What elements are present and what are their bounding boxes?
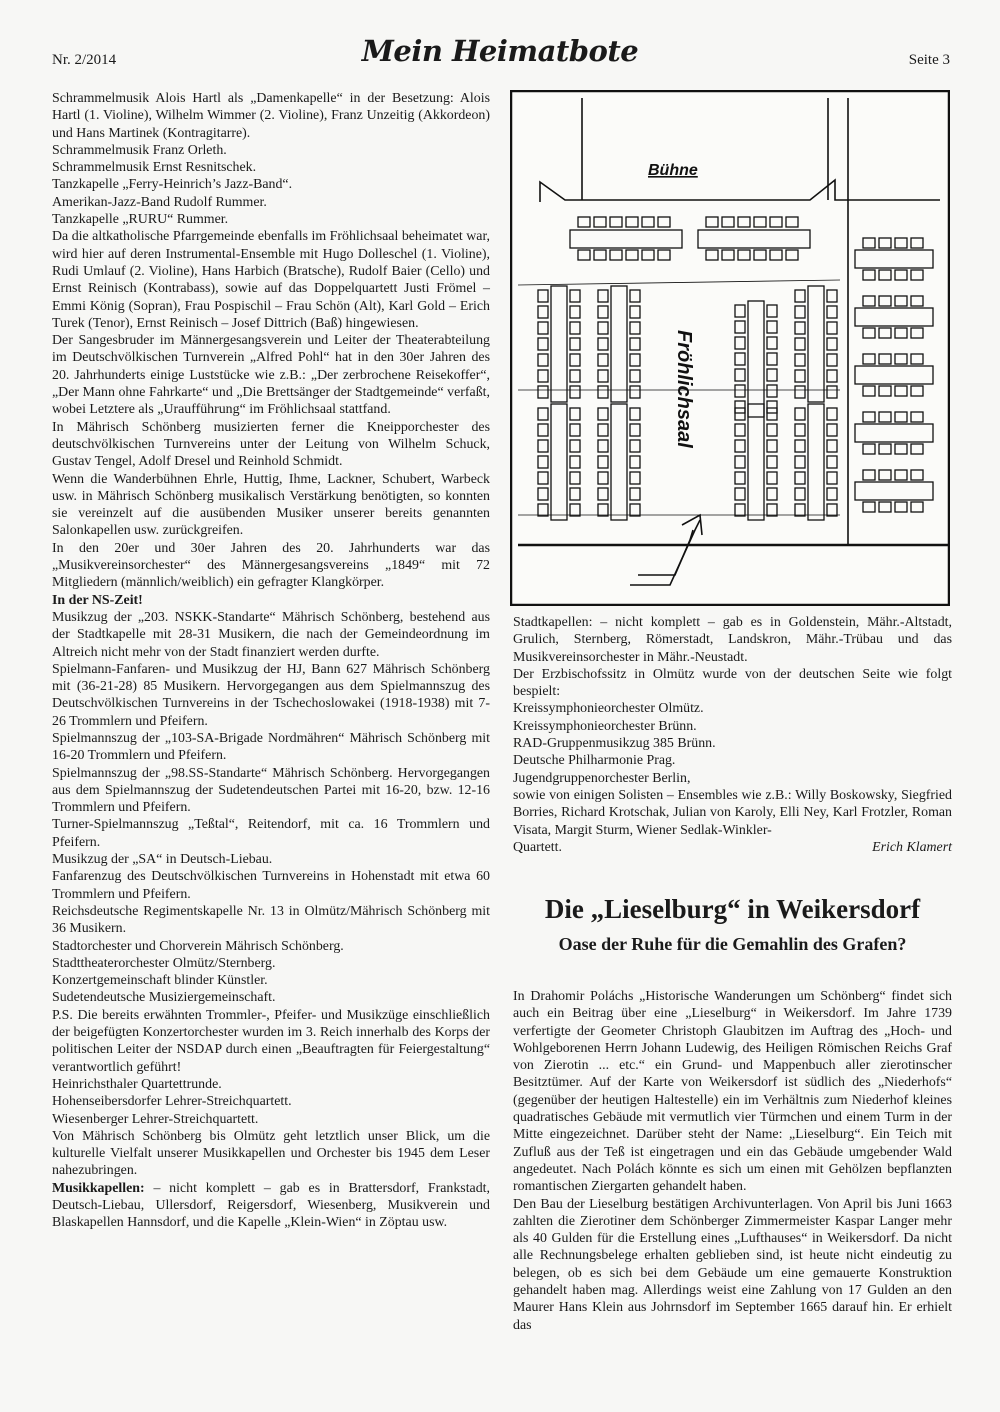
paragraph: Musikzug der „203. NSKK-Standarte“ Mährisch Schönberg, bestehend aus der Stadtkapelle mit 28-31 Musikern, die nach der Gemeindeordnung im Altreich nicht mehr von der Stadt finanziert werden durfte. [52, 609, 490, 660]
issue-number: Nr. 2/2014 [52, 52, 117, 68]
paragraph: Heinrichsthaler Quartettrunde. [52, 1076, 222, 1092]
paragraph: Musikzug der „SA“ in Deutsch-Liebau. [52, 852, 273, 868]
paragraph: Jugendgruppenorchester Berlin, [513, 770, 691, 786]
paragraph: Der Sangesbruder im Männergesangsverein und Leiter der Theaterabteilung im Deutschvölkischen Turnverein „Alfred Pohl“ hat in den 30er Jahren des 20. Jahrhunderts einige Luststücke wie z.B.: „Der zerbrochene Reisekoffer“, „Der Mann ohne Fahrkarte“ und „Die Brettsänger der Stadtgemeinde“ verfaßt, wobei Letztere als „Uraufführung“ im Fröhlichsaal stattfand. [52, 333, 490, 418]
musikkapellen-label: Musikkapellen: [52, 1180, 145, 1196]
paragraph: Schrammelmusik Franz Orleth. [52, 142, 227, 158]
paragraph: Wenn die Wanderbühnen Ehrle, Huttig, Ihme, Lackner, Schubert, Warbeck usw. in Mährisch Schönberg musikalisch Verstärkung benötigten, so konnten sie vereinzelt auf die ausübenden Musiker unserer bereits genannten Salonkapellen usw. zurückgreifen. [52, 471, 490, 539]
paragraph: Sudetendeutsche Musiziergemeinschaft. [52, 990, 276, 1006]
paragraph: Den Bau der Lieselburg bestätigen Archivunterlagen. Von April bis Juni 1663 zahlten die Zierotiner dem Schönberger Zimmermeister Kaspar Langer mehr als 40 Gulden für die Erstellung eines „Lufthauses“ in Weikersdorf. Da nicht alle Rechnungsbelege erhalten geblieben sind, ist heute nicht eindeutig zu belegen, ob es sich bei dem Gebäude um eine gemauerte Konstruktion gehandelt haben mag. Allerdings weist eine Zahlung von 17 Gulden an den Maurer Hans Klein aus Johrnsdorf im September 1665 darauf hin. Er erhielt das [513, 1196, 952, 1333]
article-title: Die „Lieselburg“ in Weikersdorf [544, 894, 921, 924]
paragraph: Deutsche Philharmonie Prag. [513, 753, 676, 769]
paragraph: Konzertgemeinschaft blinder Künstler. [52, 973, 268, 989]
paragraph: Von Mährisch Schönberg bis Olmütz geht letztlich unser Blick, um die kulturelle Vielfalt unserer Musikkapellen und Orchester bis 1945 dem Leser nahezubringen. [52, 1128, 490, 1179]
paragraph: Da die altkatholische Pfarrgemeinde ebenfalls im Fröhlichsaal beheimatet war, wird hier auf deren Instrumental-Ensemble mit Hugo Dolleschel (1. Violine), Rudi Umlauf (2. Violine), Hans Harbich (Bratsche), Rudolf Baier (Cello) und Ernst Reinisch (Kontrabass), sowie auf das Doppelquartett Justi Frömel – Emmi König (Sopran), Frau Pospischil – Frau Schön (Alt), Karl Gold – Erich Turek (Tenor), Ernst Reinisch – Josef Dittrich (Baß) hingewiesen. [52, 229, 490, 331]
section-heading: In der NS-Zeit! [52, 592, 143, 608]
paragraph: Wiesenberger Lehrer-Streichquartett. [52, 1111, 259, 1127]
paragraph: Spielmannszug der „103-SA-Brigade Nordmähren“ Mährisch Schönberg mit 16-20 Trommlern und Pfeifern. [52, 730, 490, 764]
paragraph: Stadtorchester und Chorverein Mährisch Schönberg. [52, 938, 344, 954]
last-line: Quartett. [513, 839, 562, 855]
paragraph: Tanzkapelle „Ferry-Heinrich’s Jazz-Band“. [52, 177, 293, 193]
paragraph: In Mährisch Schönberg musizierten ferner die Kneipporchester des deutschvölkischen Turnvereins unter der Leitung von Wilhelm Schuck, Gustav Tengel, Adolf Dresel und Reinhold Schmidt. [52, 419, 490, 470]
paragraph: Turner-Spielmannszug „Teßtal“, Reitendorf, mit ca. 16 Trommlern und Pfeifern. [52, 817, 490, 850]
stage-label: Bühne [648, 162, 698, 179]
floor-plan-figure [510, 90, 950, 606]
masthead-title: Mein Heimatbote [361, 34, 639, 68]
hall-label: Fröhlichsaal [673, 330, 695, 448]
paragraph: Schrammelmusik Alois Hartl als „Damenkapelle“ in der Besetzung: Alois Hartl (1. Violine), Wilhelm Wimmer (2. Violine), Franz Unzeitig (Akkordeon) und Hans Martinek (Kontragitarre). [52, 91, 490, 141]
paragraph: Tanzkapelle „RURU“ Rummer. [52, 212, 229, 228]
floor-plan-svg [510, 90, 950, 606]
author-signature: Erich Klamert [872, 839, 952, 855]
right-column-top [513, 614, 952, 856]
paragraph: Reichsdeutsche Regimentskapelle Nr. 13 in Olmütz/Mährisch Schönberg mit 36 Musikern. [52, 903, 490, 937]
paragraph: In den 20er und 30er Jahren des 20. Jahrhunderts war das „Musikvereinsorchester“ des Männergesangsvereins „1849“ mit 72 Mitgliedern (männlich/weiblich) ein gefragter Klangkörper. [52, 540, 490, 591]
paragraph: Der Erzbischofssitz in Olmütz wurde von der deutschen Seite wie folgt bespielt: [513, 666, 952, 700]
musikkapellen-text: – nicht komplett – gab es in Brattersdorf, Frankstadt, Deutsch-Liebau, Ullersdorf, Reigersdorf, Wiesenberg, Musikverein und Blaskapellen Hannsdorf, und die Kapelle „Klein-Wien“ in Zöptau usw. [52, 1180, 490, 1231]
paragraph [52, 1180, 490, 1232]
figure-frame [511, 91, 949, 605]
paragraph: Hohenseibersdorfer Lehrer-Streichquartett. [52, 1094, 292, 1110]
paragraph: In Drahomir Poláchs „Historische Wanderungen um Schönberg“ findet sich auch ein Beitrag über eine „Lieselburg“ in Weikersdorf. Im Jahre 1739 verfertigte der Geometer Christoph Glaubitzen im Auftrag des „Hoch- und Wohlgeborenen Herrn Johann Ludewig, des Heiligen Römischen Reichs Graf von Zierotin ... etc.“ ein Grund- und Mappenbuch aller zierotinscher Besitztümer. Auf der Karte von Weikersdorf ist südlich des „Niederhofs“ (gegenüber der heutigen Haltestelle) ein im Verhältnis zum Niederhof kleines quadratisches Gebäude mit vermutlich vier Türmchen und einem Turm in der Mitte eingezeichnet. Darüber steht der Name: „Lieselburg“. Ein Teich mit Zufluß aus der Teß ist eingetragen und ein das Gebäude umgebender Wald angedeutet. Nach Polách könnte es sich um einen mit Gehölzen bepflanzten romantischen Ziergarten gehandelt haben. [513, 989, 952, 1195]
paragraph: Spielmannszug der „98.SS-Standarte“ Mährisch Schönberg. Hervorgegangen aus dem Spielmannszug der Sudetendeutschen Partei mit 16-20, bzw. 12-16 Trommlern und Pfeifern. [52, 765, 490, 816]
paragraph: Stadttheaterorchester Olmütz/Sternberg. [52, 955, 276, 971]
paragraph: RAD-Gruppenmusikzug 385 Brünn. [513, 736, 716, 752]
paragraph: P.S. Die bereits erwähnten Trommler-, Pfeifer- und Musikzüge einschließlich der beigefügten Konzertorchester wurden im 3. Reich innerhalb des Korps der politischen Leiter der NSDAP durch einen „Beauftragten für Feiergestaltung“ verantwortlich geführt! [52, 1007, 490, 1075]
page-number: Seite 3 [908, 52, 950, 68]
paragraph: Fanfarenzug des Deutschvölkischen Turnvereins in Hohenstadt mit etwa 60 Trommlern und Pfeifern. [52, 869, 490, 902]
paragraph: Kreissymphonieorchester Olmütz. [513, 701, 704, 717]
article-body [513, 988, 952, 1334]
paragraph: Stadtkapellen: – nicht komplett – gab es in Goldenstein, Mähr.-Altstadt, Grulich, Sternberg, Römerstadt, Landskron, Mähr.-Trübau und das Musikvereinsorchester in Mähr.-Neustadt. [513, 615, 952, 665]
paragraph: Amerikan-Jazz-Band Rudolf Rummer. [52, 194, 267, 210]
paragraph: Kreissymphonieorchester Brünn. [513, 718, 697, 734]
left-column [52, 90, 490, 1232]
paragraph: Spielmann-Fanfaren- und Musikzug der HJ, Bann 627 Mährisch Schönberg mit (36-21-28) 85 Musikern. Hervorgegangen aus dem Spielmannszug des Deutschvölkischen Turnvereins in der Tschechoslowakei (1918-1938) mit 7-26 Trommlern und Pfeifern. [52, 661, 490, 729]
article-subtitle: Oase der Ruhe für die Gemahlin des Grafen? [558, 934, 907, 954]
paragraph: sowie von einigen Solisten – Ensembles wie z.B.: Willy Boskowsky, Siegfried Borries, Richard Krotschak, Julian von Karoly, Elli Ney, Karl Frotzler, Roman Visata, Margit Sturm, Wiener Sedlak-Winkler- [513, 787, 952, 838]
paragraph: Schrammelmusik Ernst Resnitschek. [52, 160, 257, 176]
